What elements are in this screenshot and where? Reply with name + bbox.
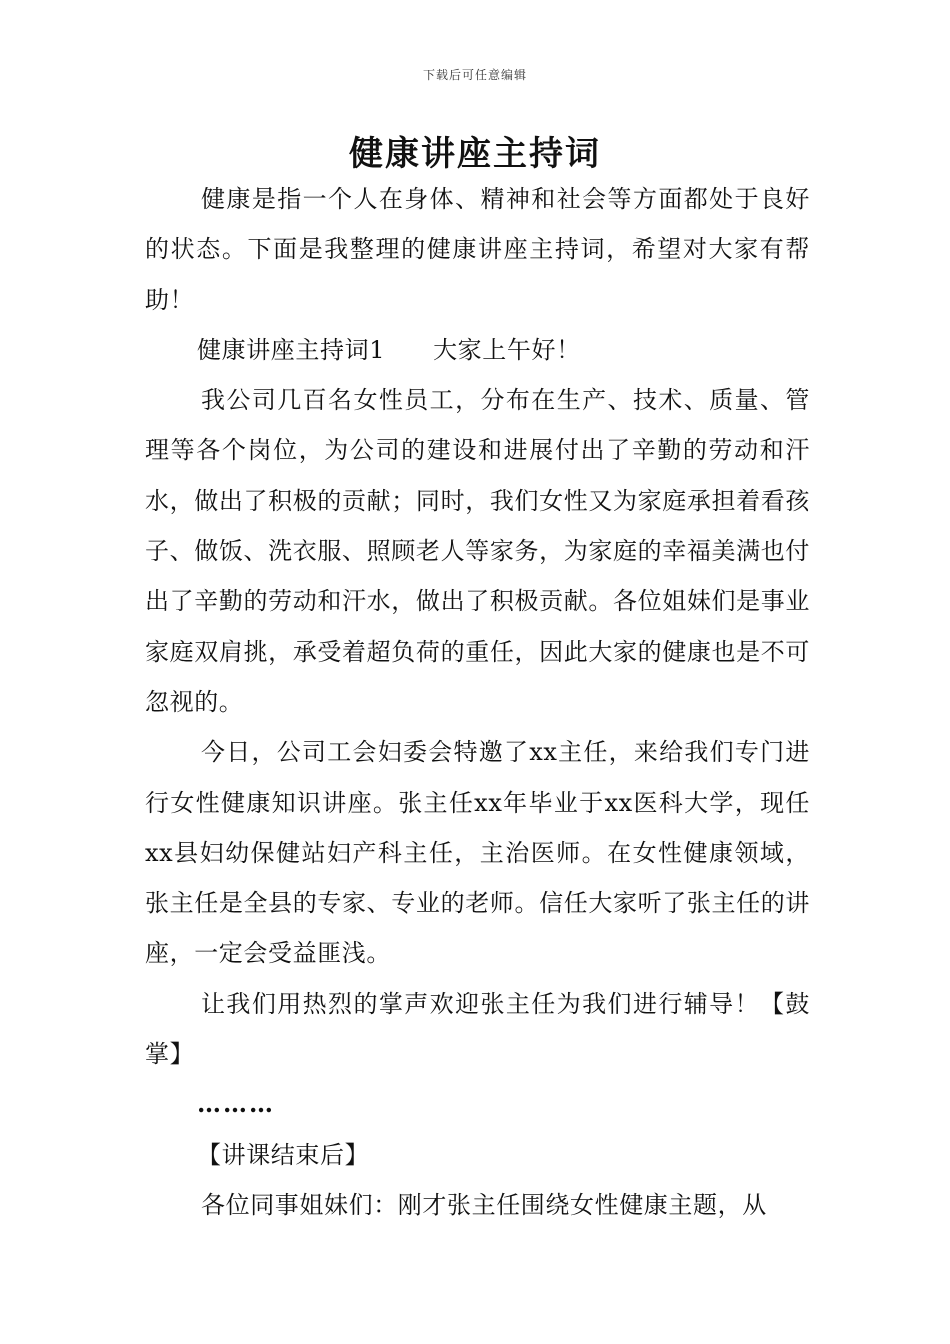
document-body [145, 174, 810, 1230]
section-heading [145, 325, 810, 375]
ellipsis-line: ……… [197, 1089, 275, 1119]
section-heading-greeting: 大家上午好！ [433, 335, 581, 364]
document-title: 健康讲座主持词 [349, 134, 601, 174]
paragraph-5: 各位同事姐妹们：刚才张主任围绕女性健康主题，从 [201, 1190, 767, 1219]
section-heading-title: 健康讲座主持词1 [197, 335, 386, 364]
paragraph-2: 今日，公司工会妇委会特邀了xx主任，来给我们专门进行女性健康知识讲座。张主任xx年毕业于xx医科大学，现任xx县妇幼保健站妇产科主任，主治医师。在女性健康领域，张主任是全县的专家、专业的老师。信任大家听了张主任的讲座，一定会受益匪浅。 [145, 738, 810, 968]
header-note: 下载后可任意编辑 [422, 68, 527, 82]
paragraph-4: 【讲课结束后】 [197, 1140, 370, 1169]
intro-paragraph: 健康是指一个人在身体、精神和社会等方面都处于良好的状态。下面是我整理的健康讲座主持词，希望对大家有帮助！ [145, 185, 810, 314]
paragraph-1: 我公司几百名女性员工，分布在生产、技术、质量、管理等各个岗位，为公司的建设和进展付出了辛勤的劳动和汗水，做出了积极的贡献；同时，我们女性又为家庭承担着看孩子、做饭、洗衣服、照顾老人等家务，为家庭的幸福美满也付出了辛勤的劳动和汗水，做出了积极贡献。各位姐妹们是事业家庭双肩挑，承受着超负荷的重任，因此大家的健康也是不可忽视的。 [145, 386, 810, 716]
paragraph-3: 让我们用热烈的掌声欢迎张主任为我们进行辅导！【鼓掌】 [145, 989, 810, 1069]
